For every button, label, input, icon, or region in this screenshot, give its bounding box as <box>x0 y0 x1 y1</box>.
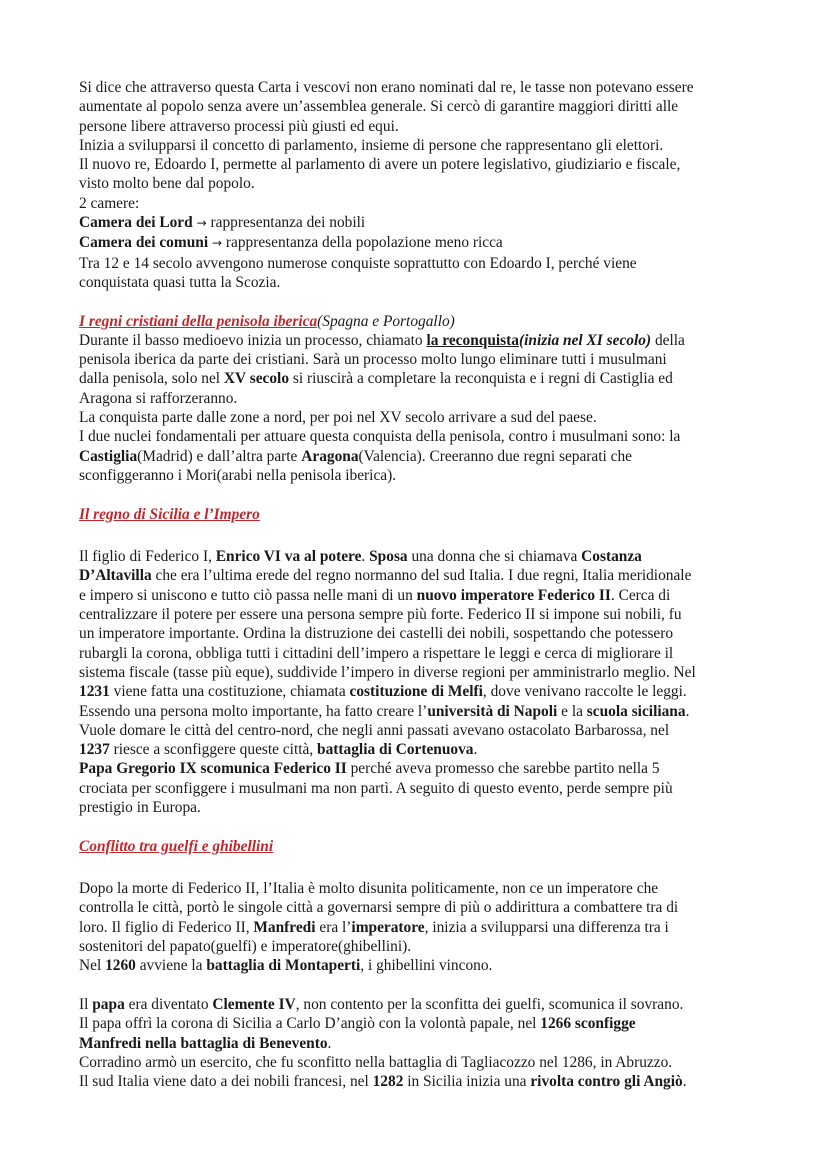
section-subtitle: (Spagna e Portogallo) <box>317 312 455 330</box>
text-line: Aragona si rafforzeranno. <box>79 389 238 407</box>
text-line: Nel 1260 avviene la battaglia di Montaperti, i ghibellini vincono. <box>79 957 493 975</box>
text-line: loro. Il figlio di Federico II, Manfredi era l’imperatore, inizia a svilupparsi una differenza tra i <box>79 918 669 936</box>
camera-desc: rappresentanza dei nobili <box>210 214 366 232</box>
text-line: Si dice che attraverso questa Carta i vescovi non erano nominati dal re, le tasse non potevano essere <box>79 79 694 96</box>
text-line: penisola iberica da parte dei cristiani. Sarà un processo molto lungo eliminare tutti i musulmani <box>79 351 667 369</box>
text-line: Il sud Italia viene dato a dei nobili francesi, nel 1282 in Sicilia inizia una rivolta contro gli Angiò. <box>79 1073 687 1091</box>
text-line: controlla le città, portò le singole città a governarsi sempre di più o addirittura a combattere tra di <box>79 899 679 917</box>
text-line: visto molto bene dal popolo. <box>79 175 255 193</box>
text-line: Essendo una persona molto importante, ha fatto creare l’università di Napoli e la scuola siciliana. <box>79 702 690 720</box>
text-line: Inizia a svilupparsi il concetto di parlamento, insieme di persone che rappresentano gli elettori. <box>79 136 664 154</box>
text-line: prestigio in Europa. <box>79 798 201 816</box>
section-title: I regni cristiani della penisola iberica <box>79 312 318 330</box>
text-line: D’Altavilla che era l’ultima erede del regno normanno del sud Italia. I due regni, Italia meridionale <box>79 567 692 585</box>
text-line: Manfredi nella battaglia di Benevento. <box>79 1034 332 1052</box>
text-line: Corradino armò un esercito, che fu sconfitto nella battaglia di Tagliacozzo nel 1286, in Abruzzo. <box>79 1053 673 1071</box>
text-line: 1231 viene fatta una costituzione, chiamata costituzione di Melfi, dove venivano raccolte le leggi. <box>79 683 687 701</box>
text-line: sconfiggeranno i Mori(arabi nella penisola iberica). <box>79 466 397 484</box>
text-line: 2 camere: <box>79 194 140 212</box>
text-line: 1237 riesce a sconfiggere queste città, battaglia di Cortenuova. <box>79 741 478 759</box>
text-line: Durante il basso medioevo inizia un processo, chiamato la reconquista(inizia nel XI secolo) della <box>79 331 685 349</box>
text-line: Il nuovo re, Edoardo I, permette al parlamento di avere un potere legislativo, giudiziario e fiscale, <box>79 156 681 174</box>
text-line: un imperatore importante. Ordina la distruzione dei castelli dei nobili, sospettando che potessero <box>79 625 674 643</box>
camera-desc: rappresentanza della popolazione meno ricca <box>225 234 503 252</box>
section-heading-iberica <box>79 312 768 331</box>
text-line: La conquista parte dalle zone a nord, per poi nel XV secolo arrivare a sud del paese. <box>79 409 597 427</box>
text-line: rubargli la corona, obbliga tutti i cittadini dell’impero a rispettare le leggi e cerca di migliorare il <box>79 644 674 662</box>
text-line: centralizzare il potere per essere una persona sempre più forte. Federico II si impone sui nobili, fu <box>79 606 682 624</box>
camera-item <box>79 233 768 253</box>
arrow-right-icon: → <box>211 236 223 251</box>
camera-item <box>79 213 768 233</box>
text-line: Il papa offrì la corona di Sicilia a Carlo D’angiò con la volontà papale, nel 1266 sconfigge <box>79 1015 636 1033</box>
arrow-right-icon: → <box>196 216 207 231</box>
text-line: I due nuclei fondamentali per attuare questa conquista della penisola, contro i musulmani sono: la <box>79 428 681 446</box>
camera-name: Camera dei Lord <box>79 214 193 232</box>
text-line: Dopo la morte di Federico II, l’Italia è molto disunita politicamente, non ce un imperatore che <box>79 880 659 898</box>
camera-name: Camera dei comuni <box>79 234 209 252</box>
text-line: crociata per sconfiggere i musulmani ma non partì. A seguito di questo evento, perde sempre più <box>79 779 673 797</box>
text-line: sistema fiscale (tasse più eque), suddivide l’impero in diverse regioni per amministrarlo meglio. Nel <box>79 663 696 681</box>
text-line: e impero si uniscono e tutto ciò passa nelle mani di un nuovo imperatore Federico II. Cerca di <box>79 586 671 604</box>
section-heading-guelfi <box>79 837 768 856</box>
text-line: conquistata quasi tutta la Scozia. <box>79 273 281 291</box>
section-title: Il regno di Sicilia e l’Impero <box>79 505 260 523</box>
text-line: Papa Gregorio IX scomunica Federico II perché aveva promesso che sarebbe partito nella 5 <box>79 760 660 778</box>
keyword: la reconquista <box>426 331 519 349</box>
text-line: persone libere attraverso processi più giusti ed equi. <box>79 117 399 135</box>
text-line: Castiglia(Madrid) e dall’altra parte Aragona(Valencia). Creeranno due regni separati che <box>79 447 633 465</box>
text-line: Tra 12 e 14 secolo avvengono numerose conquiste soprattutto con Edoardo I, perché viene <box>79 254 637 272</box>
section-title: Conflitto tra guelfi e ghibellini <box>79 837 274 855</box>
text-line: Il figlio di Federico I, Enrico VI va al potere. Sposa una donna che si chiamava Costanza <box>79 548 642 566</box>
text-line: Il papa era diventato Clemente IV, non contento per la sconfitta dei guelfi, scomunica il sovrano. <box>79 995 684 1013</box>
text-line: dalla penisola, solo nel XV secolo si riuscirà a completare la reconquista e i regni di Castiglia ed <box>79 370 673 388</box>
text-line: Vuole domare le città del centro-nord, che negli anni passati avevano ostacolato Barbarossa, nel <box>79 721 670 739</box>
text-line: aumentate al popolo senza avere un’assemblea generale. Si cercò di garantire maggiori diritti alle <box>79 98 679 116</box>
section-heading-sicilia <box>79 505 768 524</box>
text-line: sostenitori del papato(guelfi) e imperatore(ghibellini). <box>79 938 412 956</box>
